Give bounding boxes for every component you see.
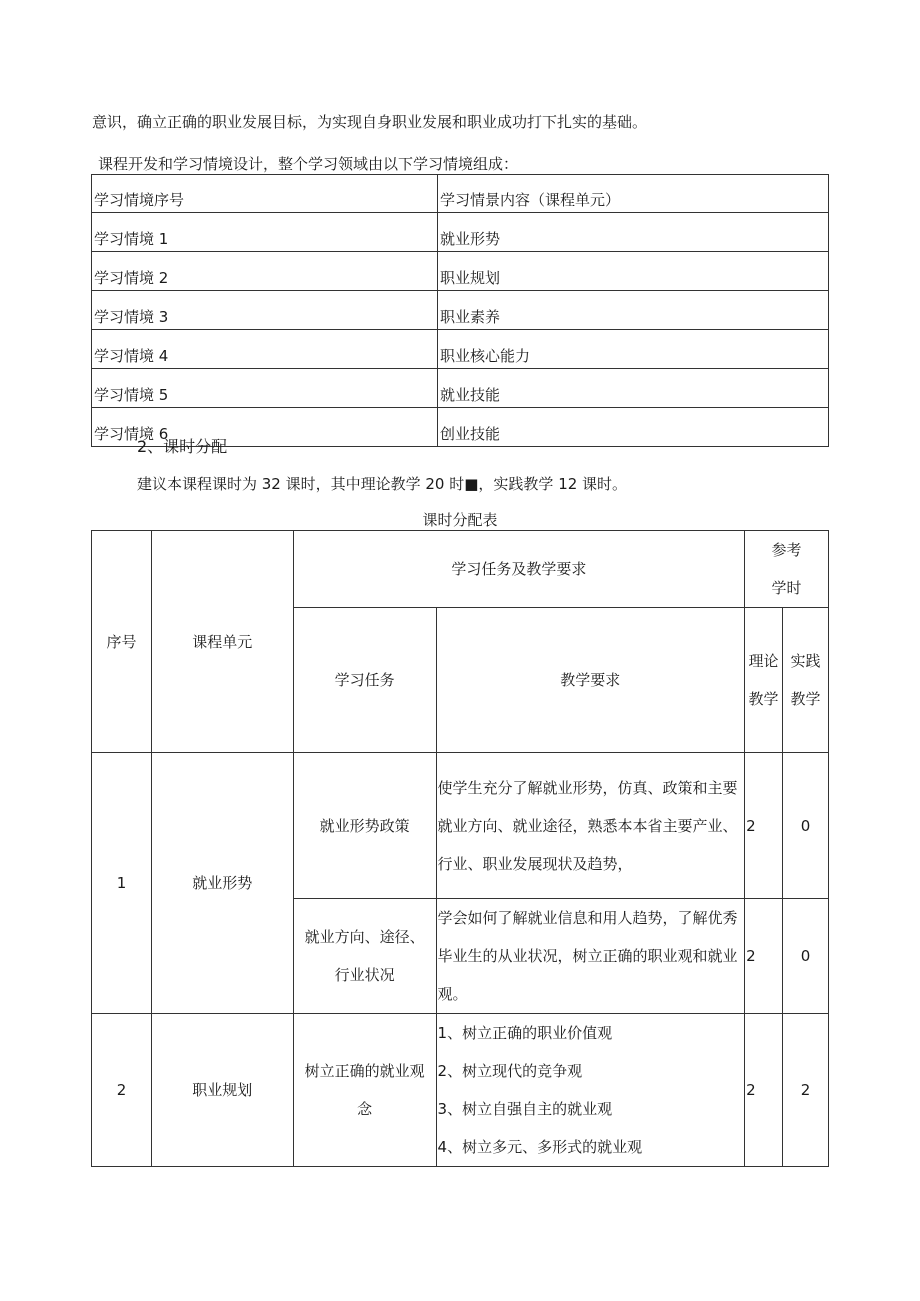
- section-heading: 2、课时分配: [137, 437, 228, 456]
- header-unit: 课程单元: [151, 531, 293, 753]
- header-theory: [745, 608, 783, 753]
- situation-no: 学习情境 2: [92, 252, 438, 291]
- row-theory-hours: 2: [745, 899, 783, 1014]
- row-practice-hours: 0: [783, 753, 829, 899]
- header-cell: 学习情境序号: [92, 175, 438, 213]
- hours-allocation-table: [91, 530, 829, 1167]
- learning-situations-table: [91, 174, 829, 447]
- row-task: 就业形势政策: [293, 753, 436, 899]
- header-theory-line: 教学: [748, 690, 779, 708]
- row-unit: 职业规划: [151, 1014, 293, 1167]
- header-no: 序号: [92, 531, 152, 753]
- table-row: [92, 213, 829, 252]
- row-requirement: 使学生充分了解就业形势，仿真、政策和主要就业方向、就业途径，熟悉本本省主要产业、行业、职业发展现状及趋势，: [436, 753, 745, 899]
- table-row: [92, 291, 829, 330]
- header-cell: 学习情景内容（课程单元）: [438, 175, 829, 213]
- table-row: [92, 753, 829, 899]
- table-row: [92, 252, 829, 291]
- header-ref-hours-line: 参考: [771, 541, 802, 559]
- row-task: 就业方向、途径、行业状况: [293, 899, 436, 1014]
- situation-no: 学习情境 5: [92, 369, 438, 408]
- header-practice-line: 实践: [790, 652, 821, 670]
- row-no: 1: [92, 753, 152, 1014]
- row-theory-hours: 2: [745, 753, 783, 899]
- situation-no: 学习情境 4: [92, 330, 438, 369]
- requirement-item: 4、树立多元、多形式的就业观: [437, 1138, 643, 1156]
- situation-content: 职业规划: [438, 252, 829, 291]
- row-theory-hours: 2: [745, 1014, 783, 1167]
- row-no: 2: [92, 1014, 152, 1167]
- table-row: [92, 330, 829, 369]
- header-ref-hours-line: 学时: [771, 579, 802, 597]
- row-practice-hours: 0: [783, 899, 829, 1014]
- row-practice-hours: 2: [783, 1014, 829, 1167]
- requirement-item: 2、树立现代的竞争观: [437, 1062, 583, 1080]
- table-header-row: [92, 531, 829, 608]
- header-tasks-group: 学习任务及教学要求: [293, 531, 744, 608]
- row-task: 树立正确的就业观念: [293, 1014, 436, 1167]
- header-practice-line: 教学: [790, 690, 821, 708]
- header-practice: [783, 608, 829, 753]
- situation-content: 职业核心能力: [438, 330, 829, 369]
- hours-summary: 建议本课程课时为 32 课时，其中理论教学 20 时■，实践教学 12 课时。: [137, 475, 628, 493]
- requirement-item: 3、树立自强自主的就业观: [437, 1100, 613, 1118]
- header-requirement: 教学要求: [436, 608, 745, 753]
- header-ref-hours: [745, 531, 829, 608]
- header-theory-line: 理论: [748, 652, 779, 670]
- table-header-row: [92, 175, 829, 213]
- situation-content: 职业素养: [438, 291, 829, 330]
- table-row: [92, 369, 829, 408]
- table-caption: 课时分配表: [422, 511, 498, 529]
- situation-no: 学习情境 3: [92, 291, 438, 330]
- row-unit: 就业形势: [151, 753, 293, 1014]
- situation-content: 就业技能: [438, 369, 829, 408]
- row-requirement-list: [436, 1014, 745, 1167]
- requirement-item: 1、树立正确的职业价值观: [437, 1024, 613, 1042]
- situation-no: 学习情境 6: [92, 408, 438, 447]
- header-task: 学习任务: [293, 608, 436, 753]
- situation-no: 学习情境 1: [92, 213, 438, 252]
- row-requirement: 学会如何了解就业信息和用人趋势，了解优秀毕业生的从业状况，树立正确的职业观和就业观。: [436, 899, 745, 1014]
- intro-paragraph-line: 意识，确立正确的职业发展目标，为实现自身职业发展和职业成功打下扎实的基础。: [92, 113, 648, 131]
- situation-content: 创业技能: [438, 408, 829, 447]
- situation-content: 就业形势: [438, 213, 829, 252]
- table-row: [92, 1014, 829, 1167]
- intro-paragraph-line: 课程开发和学习情境设计，整个学习领域由以下学习情境组成：: [98, 155, 519, 173]
